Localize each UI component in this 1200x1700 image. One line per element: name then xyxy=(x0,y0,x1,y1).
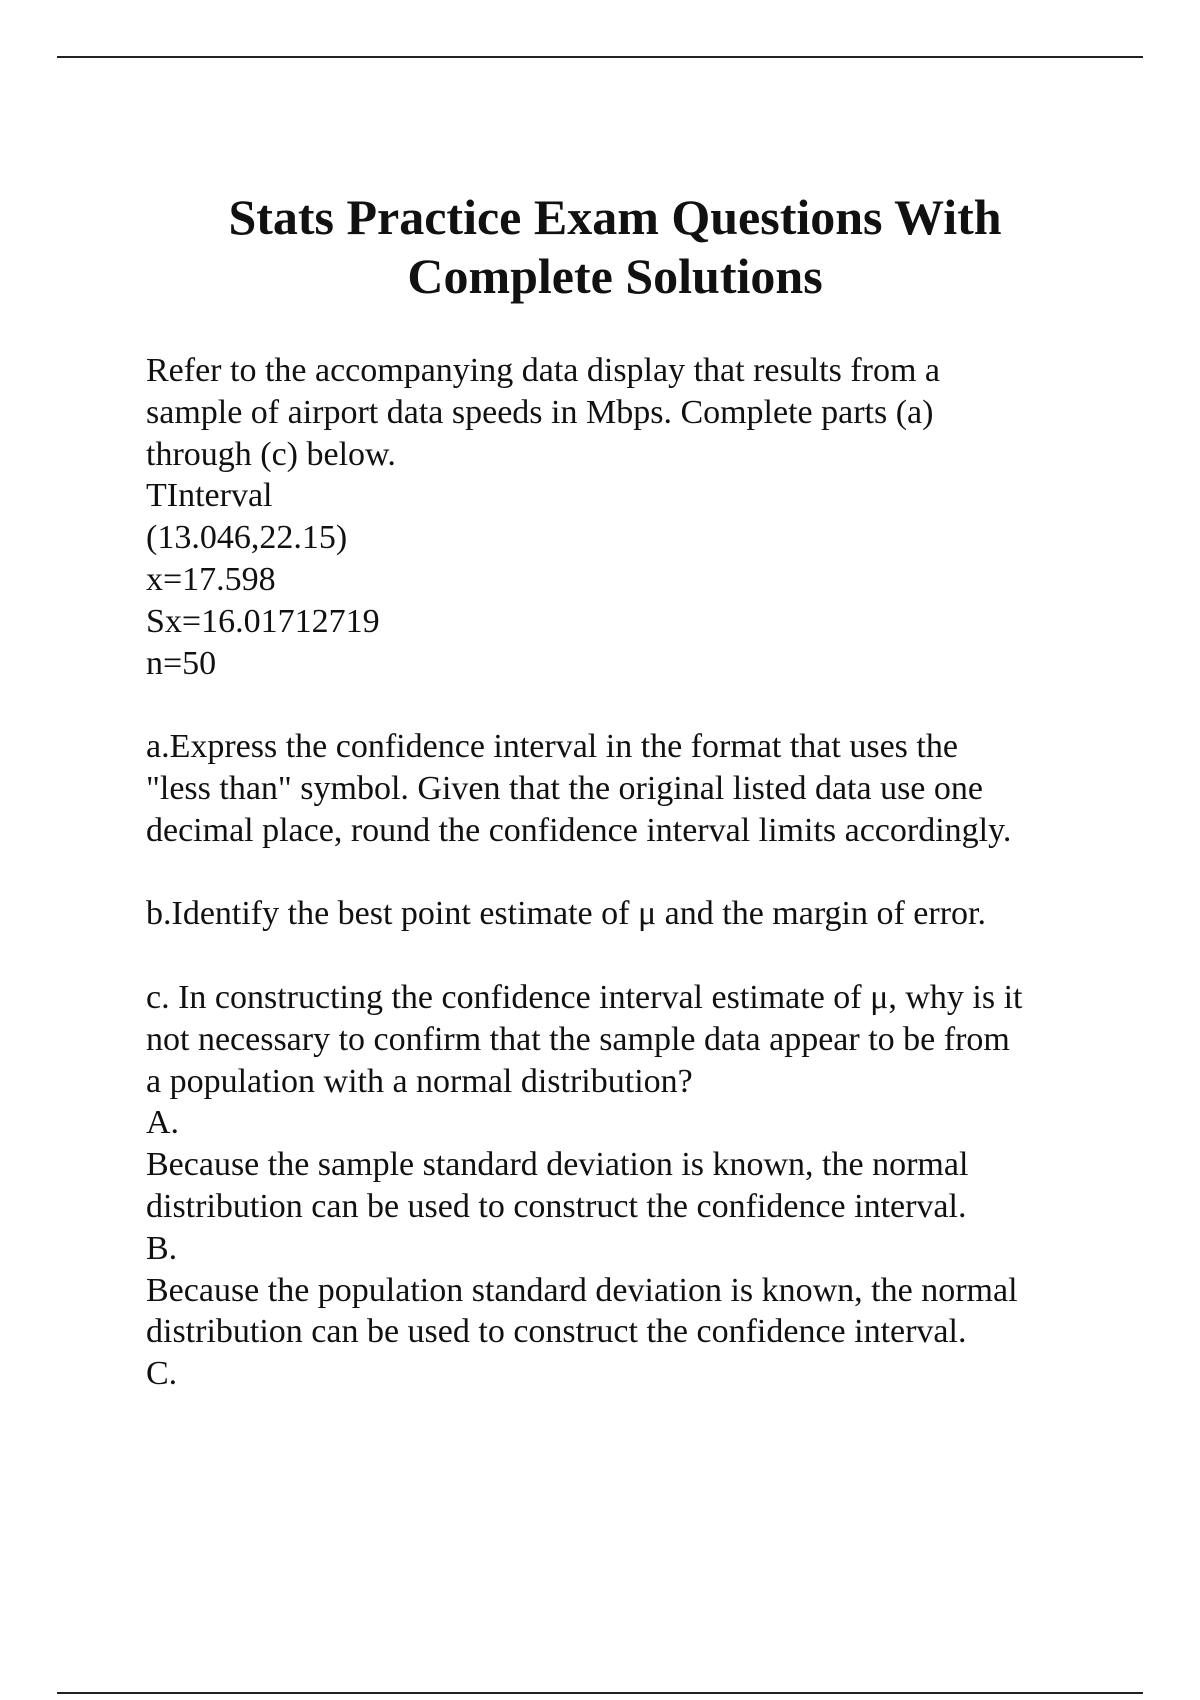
intro-line: sample of airport data speeds in Mbps. Complete parts (a) xyxy=(146,393,934,431)
top-rule xyxy=(57,56,1143,58)
part-c-line: a population with a normal distribution? xyxy=(146,1062,693,1100)
intro-paragraph xyxy=(146,350,1146,475)
option-text-line: distribution can be used to construct the confidence interval. xyxy=(146,1313,967,1351)
question-body xyxy=(146,350,1146,1395)
option-text-line: Because the sample standard deviation is known, the normal xyxy=(146,1146,969,1184)
answer-options xyxy=(146,1102,1146,1395)
option-text-line: distribution can be used to construct the confidence interval. xyxy=(146,1187,967,1225)
option-letter: C. xyxy=(146,1355,178,1393)
data-display-line: (13.046,22.15) xyxy=(146,519,348,557)
data-display-line: x=17.598 xyxy=(146,560,276,598)
part-b-line: b.Identify the best point estimate of μ and the margin of error. xyxy=(146,895,986,933)
option-b xyxy=(146,1228,1146,1353)
part-a-line: decimal place, round the confidence interval limits accordingly. xyxy=(146,811,1012,849)
option-letter: A. xyxy=(146,1104,180,1142)
data-display xyxy=(146,475,1146,684)
document-title xyxy=(120,188,1110,306)
title-line: Stats Practice Exam Questions With xyxy=(228,189,1002,245)
paragraph-gap xyxy=(146,852,1146,894)
intro-line: through (c) below. xyxy=(146,435,396,473)
option-a xyxy=(146,1102,1146,1227)
data-display-line: n=50 xyxy=(146,644,217,682)
paragraph-gap xyxy=(146,684,1146,726)
data-display-line: TInterval xyxy=(146,477,273,515)
part-b xyxy=(146,893,1146,935)
paragraph-gap xyxy=(146,935,1146,977)
part-c xyxy=(146,977,1146,1102)
part-a xyxy=(146,726,1146,851)
data-display-line: Sx=16.01712719 xyxy=(146,602,380,640)
option-letter: B. xyxy=(146,1229,178,1267)
option-c xyxy=(146,1353,1146,1395)
part-c-line: c. In constructing the confidence interval estimate of μ, why is it xyxy=(146,978,1023,1016)
part-a-line: "less than" symbol. Given that the original listed data use one xyxy=(146,769,983,807)
intro-line: Refer to the accompanying data display that results from a xyxy=(146,352,941,389)
part-a-line: a.Express the confidence interval in the format that uses the xyxy=(146,728,958,766)
bottom-rule xyxy=(57,1692,1143,1694)
part-c-line: not necessary to confirm that the sample data appear to be from xyxy=(146,1020,1010,1058)
option-text-line: Because the population standard deviation is known, the normal xyxy=(146,1271,1018,1309)
title-line: Complete Solutions xyxy=(407,248,823,304)
